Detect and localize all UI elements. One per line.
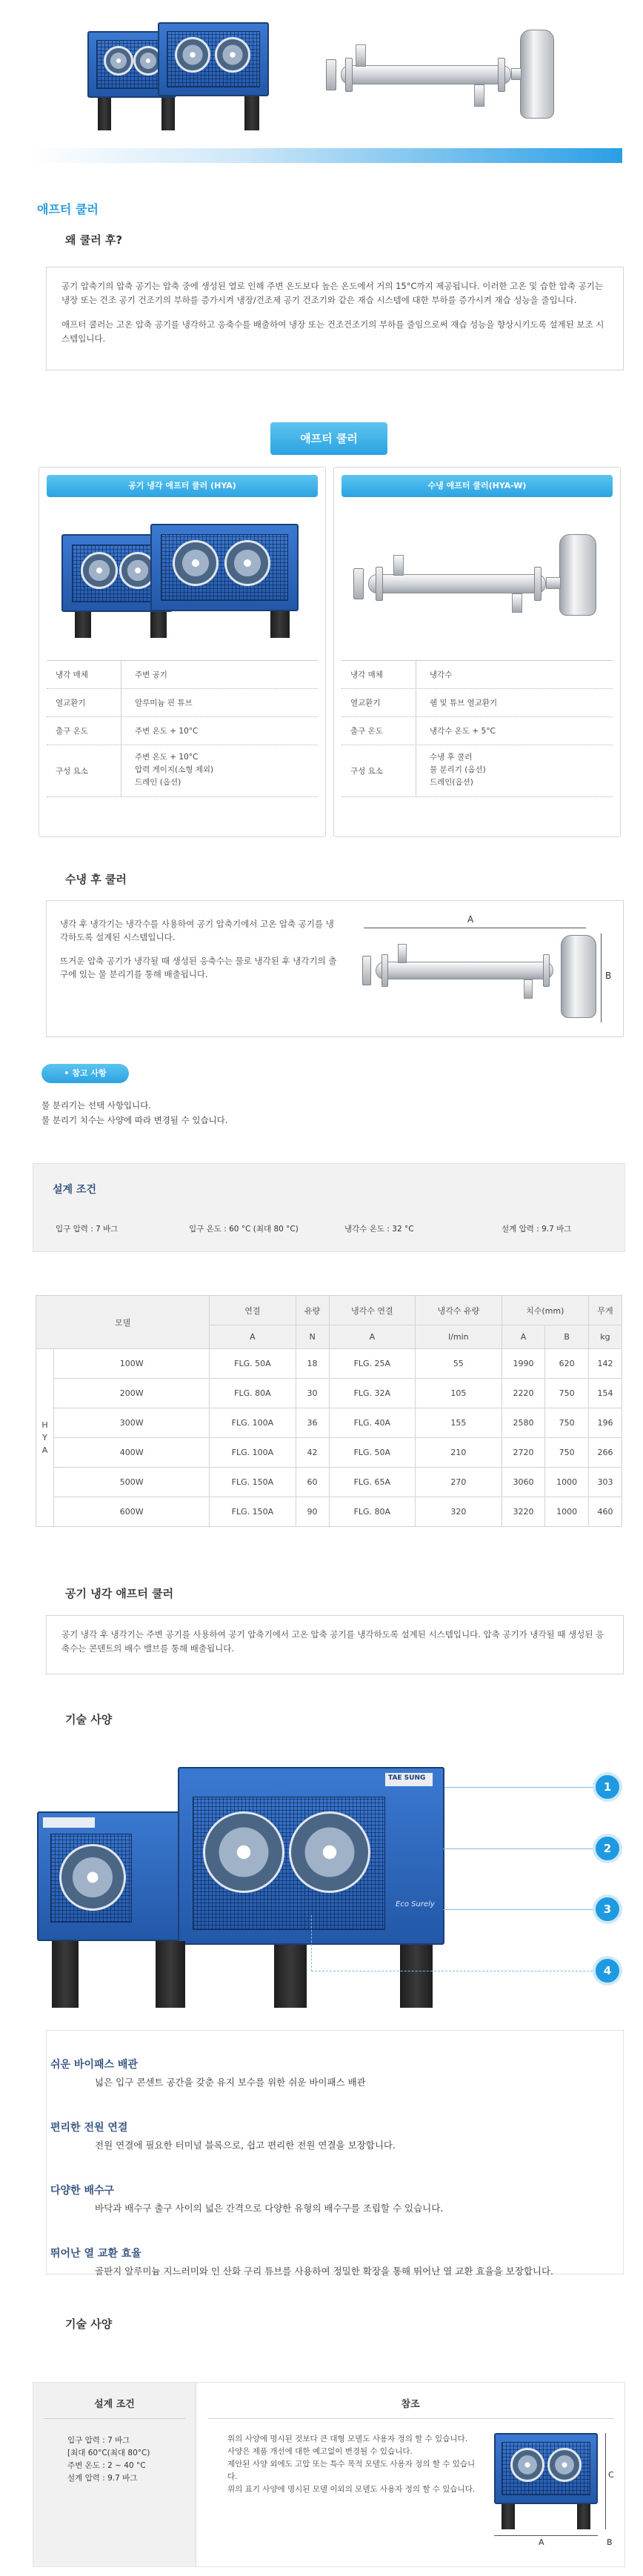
air-cooled-title: 공기 냉각 애프터 쿨러 bbox=[65, 1587, 174, 1600]
tech2-dim-b: B bbox=[607, 2537, 613, 2547]
water-cooled-title: 수냉 후 쿨러 bbox=[65, 873, 127, 886]
table-cell: 1000 bbox=[545, 1497, 589, 1527]
air-spec-val-3: 주변 온도 + 10°C bbox=[121, 717, 198, 745]
design-item-1: 입구 압력 : 7 바그 bbox=[56, 1225, 119, 1234]
table-cell: FLG. 50A bbox=[210, 1349, 296, 1379]
air-cooler-image bbox=[61, 519, 306, 638]
air-spec-val-2: 알루미늄 핀 튜브 bbox=[121, 689, 193, 716]
th-unit-1: A bbox=[210, 1325, 296, 1349]
tech2-ref-line-3: 제안된 사양 외에도 고압 또는 특수 목적 모델도 사용자 정의 할 수 있습니다. bbox=[227, 2460, 476, 2481]
water-spec-key-1: 냉각 매체 bbox=[350, 670, 383, 679]
table-row bbox=[36, 1408, 622, 1438]
feature-2-desc: 전원 연결에 필요한 터미널 블록으로, 쉽고 편리한 전원 연결을 보장합니다. bbox=[95, 2140, 396, 2151]
table-cell: FLG. 40A bbox=[329, 1408, 416, 1438]
tech2-ref-head: 참조 bbox=[401, 2399, 420, 2410]
table-cell: 320 bbox=[416, 1497, 502, 1527]
table-cell: 142 bbox=[588, 1349, 622, 1379]
table-row bbox=[36, 1497, 622, 1527]
water-cooler-card-title: 수냉 애프터 쿨러(HYA-W) bbox=[342, 475, 613, 497]
why-paragraph-2: 애프터 쿨러는 고온 압축 공기를 냉각하고 응축수를 배출하여 냉장 또는 건조건조기의 부하를 줄임으로써 재습 성능을 향상시키도록 설계된 보조 시스템입니다. bbox=[61, 319, 604, 344]
why-text-box bbox=[46, 267, 624, 370]
air-spec-key-2: 열교환기 bbox=[56, 699, 86, 708]
reference-button[interactable]: • 참고 사항 bbox=[41, 1064, 129, 1083]
table-cell: 266 bbox=[588, 1438, 622, 1468]
table-cell: 100W bbox=[54, 1349, 210, 1379]
th-weight: 무게 bbox=[588, 1296, 622, 1325]
water-spec-key-2: 열교환기 bbox=[350, 699, 381, 708]
th-water-flow: 냉각수 유량 bbox=[416, 1296, 502, 1325]
table-cell: 36 bbox=[296, 1408, 329, 1438]
tech2-unit-image bbox=[494, 2426, 620, 2552]
th-unit-7: kg bbox=[588, 1325, 622, 1349]
feature-1-title: 쉬운 바이패스 배관 bbox=[50, 2059, 138, 2071]
tech-tag-label: Eco Surely bbox=[396, 1900, 435, 1908]
tech2-box bbox=[33, 2382, 625, 2567]
th-unit-2: N bbox=[296, 1325, 329, 1349]
callout-2: 2 bbox=[593, 1834, 622, 1863]
tech2-ref-line-4: 위의 표기 사양에 명시된 모델 이외의 모델도 사용자 정의 할 수 있습니다. bbox=[227, 2485, 476, 2494]
feature-4-title: 뛰어난 열 교환 효율 bbox=[50, 2248, 141, 2260]
section-title-aftercooler: 애프터 쿨러 bbox=[37, 202, 99, 216]
water-spec-val-1: 냉각수 bbox=[416, 661, 452, 688]
table-cell: 300W bbox=[54, 1408, 210, 1438]
table-cell: 2720 bbox=[502, 1438, 545, 1468]
air-cooled-paragraph: 공기 냉각 후 냉각기는 주변 공기를 사용하여 공기 압축기에서 고온 압축 공기를 냉각하도록 설계된 시스템입니다. 압축 공기가 냉각될 때 생성된 응축수는 콘덴트의 배수 밸브를 통해 배출됩니다. bbox=[61, 1629, 604, 1654]
table-cell: 3220 bbox=[502, 1497, 545, 1527]
air-spec-val-4c: 드레인 (옵션) bbox=[135, 778, 181, 787]
table-cell: FLG. 25A bbox=[329, 1349, 416, 1379]
table-cell: 155 bbox=[416, 1408, 502, 1438]
th-connection: 연결 bbox=[210, 1296, 296, 1325]
design-conditions-title: 설계 조건 bbox=[53, 1184, 96, 1196]
table-cell: 2220 bbox=[502, 1379, 545, 1408]
table-cell: 210 bbox=[416, 1438, 502, 1468]
dim-b-label: B bbox=[605, 971, 612, 981]
design-item-2: 입구 온도 : 60 °C (최대 80 °C) bbox=[189, 1225, 299, 1234]
tech2-dim-c: C bbox=[608, 2470, 614, 2480]
table-cell: 620 bbox=[545, 1349, 589, 1379]
feature-3-title: 다양한 배수구 bbox=[50, 2185, 115, 2197]
table-cell: 60 bbox=[296, 1468, 329, 1497]
table-cell: 42 bbox=[296, 1438, 329, 1468]
tech-title: 기술 사양 bbox=[65, 1713, 113, 1726]
table-cell: FLG. 150A bbox=[210, 1468, 296, 1497]
table-cell: 750 bbox=[545, 1379, 589, 1408]
water-spec-val-4b: 물 분리기 (옵션) bbox=[430, 765, 486, 774]
tech2-design-panel bbox=[33, 2383, 196, 2566]
table-cell: 105 bbox=[416, 1379, 502, 1408]
table-cell: 18 bbox=[296, 1349, 329, 1379]
tech-unit-image bbox=[37, 1767, 452, 2011]
table-cell: FLG. 100A bbox=[210, 1438, 296, 1468]
spec-table bbox=[36, 1295, 622, 1527]
air-spec-val-1: 주변 공기 bbox=[121, 661, 167, 688]
design-item-4: 설계 압력 : 9.7 바그 bbox=[502, 1225, 572, 1234]
table-cell: 1990 bbox=[502, 1349, 545, 1379]
table-cell: 196 bbox=[588, 1408, 622, 1438]
water-cooler-image bbox=[349, 534, 608, 645]
th-unit-3: A bbox=[329, 1325, 416, 1349]
air-spec-val-4a: 주변 온도 + 10°C bbox=[135, 753, 199, 762]
design-conditions-box bbox=[33, 1163, 625, 1252]
table-cell: 270 bbox=[416, 1468, 502, 1497]
callout-3: 3 bbox=[593, 1894, 622, 1924]
table-cell: FLG. 50A bbox=[329, 1438, 416, 1468]
tech-brand-label: TAE SUNG bbox=[388, 1774, 426, 1782]
table-cell: 30 bbox=[296, 1379, 329, 1408]
table-cell: FLG. 150A bbox=[210, 1497, 296, 1527]
th-flow: 유량 bbox=[296, 1296, 329, 1325]
th-unit-5: A bbox=[502, 1325, 545, 1349]
table-cell: 600W bbox=[54, 1497, 210, 1527]
callout-4: 4 bbox=[593, 1956, 622, 1986]
tech2-design-line-2: [최대 60°C(최대 80°C) bbox=[67, 2449, 150, 2457]
table-cell: 500W bbox=[54, 1468, 210, 1497]
water-cooler-card bbox=[333, 467, 621, 837]
tech2-design-head: 설계 조건 bbox=[94, 2399, 135, 2410]
feature-3-desc: 바닥과 배수구 출구 사이의 넓은 간격으로 다양한 유형의 배수구를 조립할 수 있습니다. bbox=[95, 2203, 444, 2214]
th-water-connection: 냉각수 연결 bbox=[329, 1296, 416, 1325]
table-cell: 460 bbox=[588, 1497, 622, 1527]
air-cooler-card-title: 공기 냉각 애프터 쿨러 (HYA) bbox=[47, 475, 318, 497]
tech2-design-line-1: 입구 압력 : 7 바그 bbox=[67, 2436, 130, 2445]
feature-4-desc: 골판지 알루미늄 지느러미와 인 산화 구리 튜브를 사용하여 정밀한 확장을 통해 뛰어난 열 교환 효율을 보장합니다. bbox=[95, 2266, 554, 2277]
water-spec-val-2: 쉘 및 튜브 열교환기 bbox=[416, 689, 497, 716]
air-spec-key-4: 구성 요소 bbox=[56, 767, 88, 776]
th-dimension: 치수(mm) bbox=[502, 1296, 588, 1325]
feature-1-desc: 넓은 입구 콘센트 공간을 갖춘 유지 보수를 위한 쉬운 바이패스 배관 bbox=[95, 2077, 366, 2088]
th-model: 모델 bbox=[36, 1296, 210, 1349]
aftercooler-badge: 애프터 쿨러 bbox=[270, 422, 387, 455]
table-cell: FLG. 65A bbox=[329, 1468, 416, 1497]
th-unit-4: l/min bbox=[416, 1325, 502, 1349]
design-item-3: 냉각수 온도 : 32 °C bbox=[344, 1225, 414, 1234]
table-cell: 303 bbox=[588, 1468, 622, 1497]
table-cell: FLG. 100A bbox=[210, 1408, 296, 1438]
table-row bbox=[36, 1468, 622, 1497]
tech2-title: 기술 사양 bbox=[65, 2317, 113, 2331]
table-cell: 3060 bbox=[502, 1468, 545, 1497]
tech2-ref-line-1: 위의 사양에 명시된 것보다 큰 대형 모델도 사용자 정의 할 수 있습니다. bbox=[227, 2434, 468, 2443]
air-cooled-box bbox=[46, 1615, 624, 1674]
air-spec-key-1: 냉각 매체 bbox=[56, 670, 88, 679]
table-cell: 750 bbox=[545, 1408, 589, 1438]
table-cell: FLG. 80A bbox=[210, 1379, 296, 1408]
reference-line-2: 물 분리기 치수는 사양에 따라 변경될 수 있습니다. bbox=[41, 1115, 228, 1125]
water-spec-key-3: 출구 온도 bbox=[350, 727, 383, 736]
water-spec-val-3: 냉각수 온도 + 5°C bbox=[416, 717, 496, 745]
table-cell: 400W bbox=[54, 1438, 210, 1468]
hero-divider bbox=[30, 148, 622, 163]
tech2-dim-a: A bbox=[539, 2537, 544, 2547]
spec-table-wrap bbox=[36, 1295, 622, 1527]
water-cooled-diagram bbox=[349, 914, 616, 1025]
table-cell: 1000 bbox=[545, 1468, 589, 1497]
water-cooled-box bbox=[46, 900, 624, 1037]
table-cell: 200W bbox=[54, 1379, 210, 1408]
tech2-ref-line-2: 사양은 제품 개선에 대한 예고없이 변경될 수 있습니다. bbox=[227, 2447, 413, 2456]
tech2-design-line-4: 설계 압력 : 9.7 바그 bbox=[67, 2474, 138, 2483]
table-row bbox=[36, 1349, 622, 1379]
model-group-label: H Y A bbox=[36, 1349, 54, 1527]
reference-line-1: 물 분리기는 선택 사항입니다. bbox=[41, 1100, 151, 1111]
table-row bbox=[36, 1379, 622, 1408]
th-unit-6: B bbox=[545, 1325, 589, 1349]
tech2-design-line-3: 주변 온도 : 2 ~ 40 °C bbox=[67, 2461, 146, 2470]
water-spec-key-4: 구성 요소 bbox=[350, 767, 383, 776]
water-spec-val-4c: 드레인(옵션) bbox=[430, 778, 473, 787]
table-cell: 55 bbox=[416, 1349, 502, 1379]
water-cooled-paragraph-1: 냉각 후 냉각기는 냉각수를 사용하여 공기 압축기에서 고온 압축 공기를 냉각하도록 설계된 시스템입니다. bbox=[60, 919, 334, 942]
water-spec-val-4a: 수냉 후 쿨러 bbox=[430, 753, 473, 762]
table-cell: 2580 bbox=[502, 1408, 545, 1438]
air-spec-val-4b: 압력 게이지(소형 제외) bbox=[135, 765, 214, 774]
hero-air-cooler-image bbox=[87, 15, 273, 133]
table-cell: 750 bbox=[545, 1438, 589, 1468]
why-paragraph-1: 공기 압축기의 압축 공기는 압축 중에 생성된 열로 인해 주변 온도보다 높은 온도에서 거의 15°C까지 제공됩니다. 이러한 고온 및 습한 압축 공기는 냉장 또는 건조 공기 건조기의 부하를 증가시켜 냉장/건조제 공기 건조기와 같은 재습 시스템에 대한 부하를 증가시켜 재습 성능을 줄입니다. bbox=[61, 281, 603, 305]
air-cooler-card bbox=[39, 467, 326, 837]
feature-2-title: 편리한 전원 연결 bbox=[50, 2122, 128, 2134]
callout-1: 1 bbox=[593, 1772, 622, 1802]
table-cell: 90 bbox=[296, 1497, 329, 1527]
dim-a-label: A bbox=[467, 914, 474, 925]
water-cooled-paragraph-2: 뜨거운 압축 공기가 냉각될 때 생성된 응축수는 물로 냉각된 후 냉각기의 출구에 있는 물 분리기를 통해 배출됩니다. bbox=[60, 956, 337, 979]
table-cell: FLG. 32A bbox=[329, 1379, 416, 1408]
table-cell: FLG. 80A bbox=[329, 1497, 416, 1527]
table-row bbox=[36, 1438, 622, 1468]
why-title: 왜 쿨러 후? bbox=[65, 233, 123, 247]
table-cell: 154 bbox=[588, 1379, 622, 1408]
air-spec-key-3: 출구 온도 bbox=[56, 727, 88, 736]
hero-water-cooler-image bbox=[326, 22, 570, 133]
